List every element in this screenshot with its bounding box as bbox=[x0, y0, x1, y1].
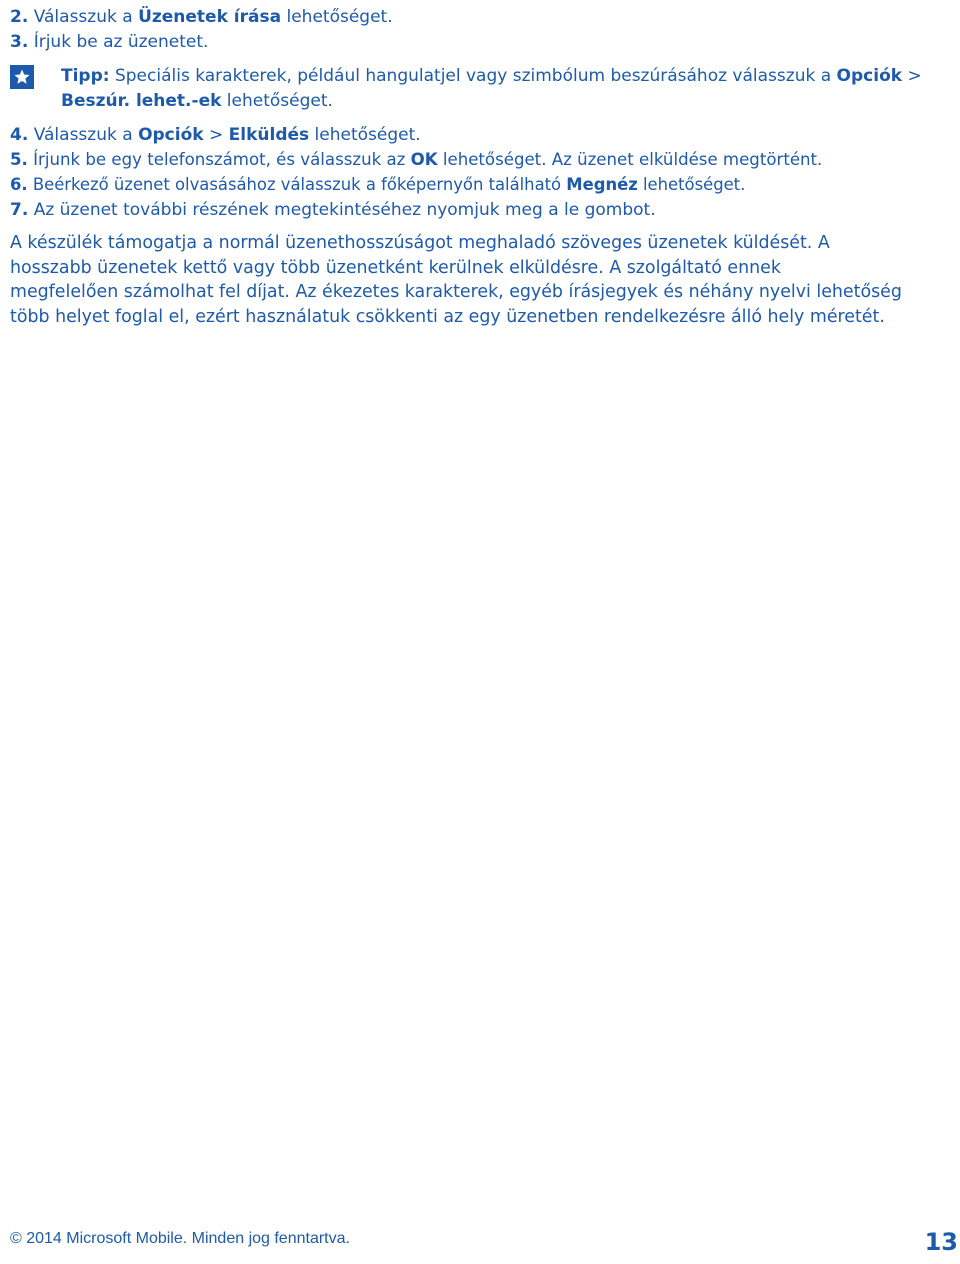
step-3 bbox=[10, 31, 208, 53]
step-text: Írjunk be egy telefonszámot, és válasszuk az bbox=[33, 150, 411, 169]
copyright-notice: © 2014 Microsoft Mobile. Minden jog fenntartva. bbox=[10, 1230, 350, 1247]
tip-text: Speciális karakterek, például hangulatjel vagy szimbólum beszúrásához válasszuk a bbox=[109, 66, 837, 86]
step-6 bbox=[10, 174, 745, 196]
tip-text: lehetőséget. bbox=[221, 91, 333, 111]
step-number: 4. bbox=[10, 125, 29, 145]
step-text: lehetőséget. Az üzenet elküldése megtörtént. bbox=[437, 150, 823, 169]
step-number: 5. bbox=[10, 150, 28, 169]
step-text: lehetőséget. bbox=[281, 7, 393, 27]
step-7 bbox=[10, 199, 656, 221]
step-emphasis: Opciók bbox=[138, 125, 204, 145]
step-text: lehetőséget. bbox=[637, 175, 746, 194]
step-text: Írjuk be az üzenetet. bbox=[33, 32, 209, 52]
step-number: 2. bbox=[10, 7, 29, 27]
step-text: Válasszuk a bbox=[33, 125, 139, 145]
tip-emphasis: Opciók bbox=[836, 66, 903, 86]
step-emphasis: Megnéz bbox=[566, 175, 638, 194]
step-number: 3. bbox=[10, 32, 29, 52]
step-5 bbox=[10, 149, 822, 171]
step-text: lehetőséget. bbox=[309, 125, 421, 145]
tip-separator: > bbox=[902, 66, 922, 86]
step-number: 6. bbox=[10, 175, 28, 194]
tip-emphasis: Beszúr. lehet.-ek bbox=[61, 91, 222, 111]
step-text: Beérkező üzenet olvasásához válasszuk a főképernyőn található bbox=[32, 175, 567, 194]
step-emphasis: OK bbox=[410, 150, 438, 169]
page-number: 13 bbox=[924, 1228, 958, 1256]
star-icon bbox=[10, 65, 34, 89]
step-4 bbox=[10, 124, 421, 146]
body-paragraph: A készülék támogatja a normál üzenethosszúságot meghaladó szöveges üzenetek küldését. A hosszabb üzenetek kettő vagy több üzenetként kerülnek elküldésre. A szolgáltató ennek megfelelően számolhat fel díjat. Az ékezetes karakterek, egyéb írásjegyek és néhány nyelvi lehetőség több helyet foglal el, ezért használatuk csökkenti az egy üzenetben rendelkezésre álló hely méretét. bbox=[10, 233, 902, 327]
step-2 bbox=[10, 6, 393, 28]
tip-box bbox=[61, 64, 941, 114]
step-separator: > bbox=[203, 125, 229, 145]
step-emphasis: Elküldés bbox=[228, 125, 310, 145]
tip-label: Tipp: bbox=[61, 66, 110, 86]
step-text: Válasszuk a bbox=[33, 7, 139, 27]
step-text: Az üzenet további részének megtekintéséhez nyomjuk meg a le gombot. bbox=[33, 200, 656, 220]
step-number: 7. bbox=[10, 200, 29, 220]
step-emphasis: Üzenetek írása bbox=[138, 7, 282, 27]
